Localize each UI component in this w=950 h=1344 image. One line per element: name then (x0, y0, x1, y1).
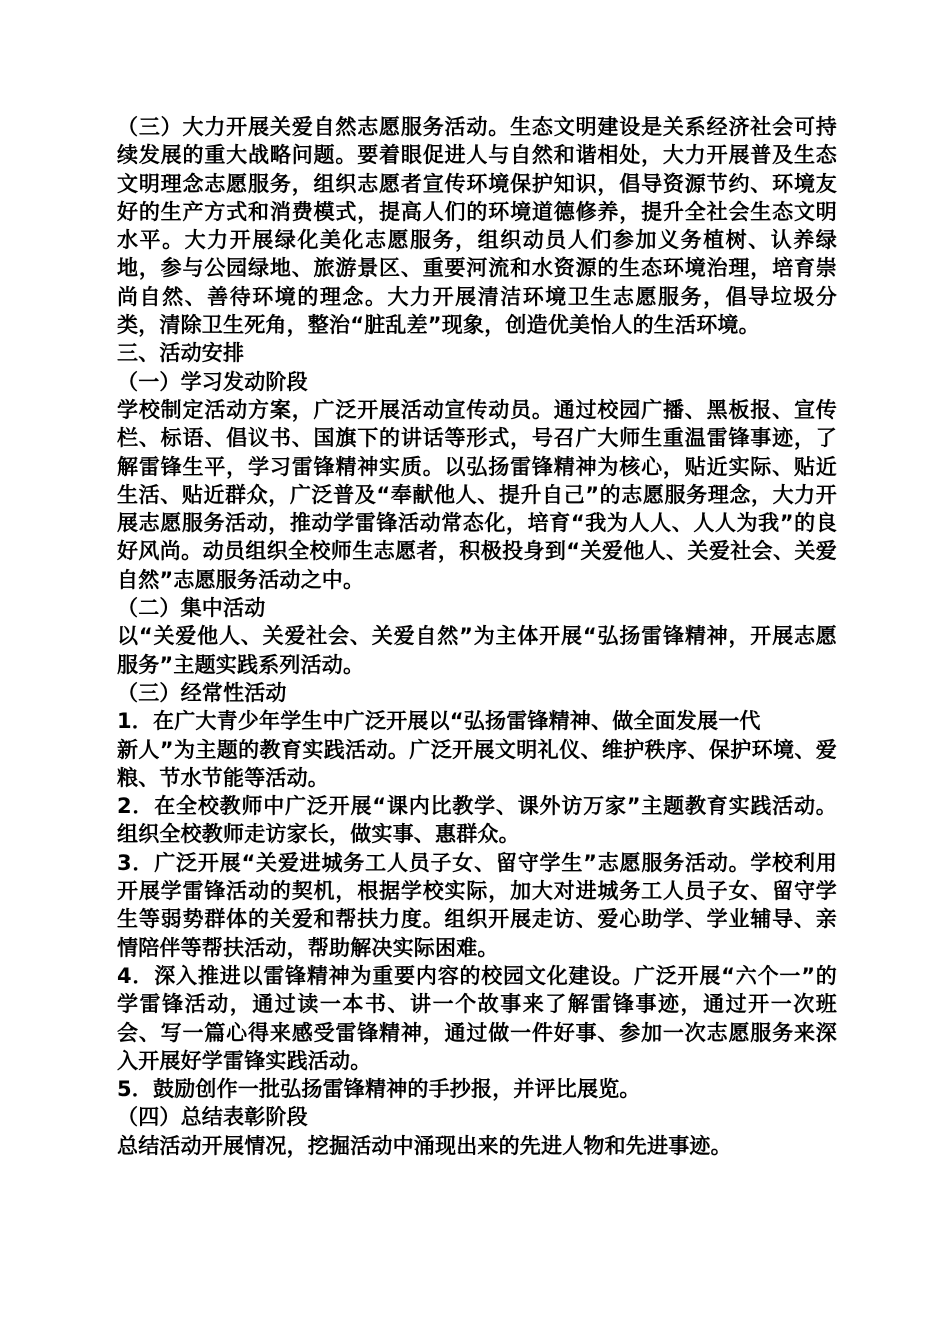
list-item-4: 4．深入推进以雷锋精神为重要内容的校园文化建设。广泛开展“六个一”的学雷锋活动，通过读一本书、讲一个故事来了解雷锋事迹，通过开一次班会、写一篇心得来感受雷锋精神，通过做一件好事、参加一次志愿服务来深入开展好学雷锋实践活动。 (117, 963, 837, 1073)
heading-activity-arrangement: 三、活动安排 (117, 341, 245, 366)
paragraph-focused-activities: 以“关爱他人、关爱社会、关爱自然”为主体开展“弘扬雷锋精神，开展志愿服务”主题实践系列活动。 (117, 624, 837, 677)
document-body (117, 113, 837, 1160)
list-item-1-part2: 新人”为主题的教育实践活动。广泛开展文明礼仪、维护秩序、保护环境、爱粮、节水节能等活动。 (117, 737, 837, 790)
heading-regular-activities: （三）经常性活动 (117, 680, 287, 705)
list-item-1-part1: 1．在广大青少年学生中广泛开展以“弘扬雷锋精神、做全面发展一代 (117, 709, 761, 734)
heading-study-mobilization: （一）学习发动阶段 (117, 369, 308, 394)
list-item-5: 5．鼓励创作一批弘扬雷锋精神的手抄报，并评比展览。 (117, 1077, 641, 1102)
paragraph-study-mobilization: 学校制定活动方案，广泛开展活动宣传动员。通过校园广播、黑板报、宣传栏、标语、倡议书、国旗下的讲话等形式，号召广大师生重温雷锋事迹，了解雷锋生平，学习雷锋精神实质。以弘扬雷锋精神为核心，贴近实际、贴近生活、贴近群众，广泛普及“奉献他人、提升自己”的志愿服务理念，大力开展志愿服务活动，推动学雷锋活动常态化，培育“我为人人、人人为我”的良好风尚。动员组织全校师生志愿者，积极投身到“关爱他人、关爱社会、关爱自然”志愿服务活动之中。 (117, 397, 837, 592)
paragraph-nature-volunteer: （三）大力开展关爱自然志愿服务活动。生态文明建设是关系经济社会可持续发展的重大战略问题。要着眼促进人与自然和谐相处，大力开展普及生态文明理念志愿服务，组织志愿者宣传环境保护知识，倡导资源节约、环境友好的生产方式和消费模式，提高人们的环境道德修养，提升全社会生态文明水平。大力开展绿化美化志愿服务，组织动员人们参加义务植树、认养绿地，参与公园绿地、旅游景区、重要河流和水资源的生态环境治理，培育崇尚自然、善待环境的理念。大力开展清洁环境卫生志愿服务，倡导垃圾分类，清除卫生死角，整治“脏乱差”现象，创造优美怡人的生活环境。 (117, 115, 837, 338)
list-item-3: 3．广泛开展“关爱进城务工人员子女、留守学生”志愿服务活动。学校利用开展学雷锋活动的契机，根据学校实际，加大对进城务工人员子女、留守学生等弱势群体的关爱和帮扶力度。组织开展走访、爱心助学、学业辅导、亲情陪伴等帮扶活动，帮助解决实际困难。 (117, 850, 837, 960)
paragraph-summary-commendation: 总结活动开展情况，挖掘活动中涌现出来的先进人物和先进事迹。 (117, 1133, 732, 1158)
heading-summary-commendation: （四）总结表彰阶段 (117, 1105, 308, 1130)
list-item-2: 2．在全校教师中广泛开展“课内比教学、课外访万家”主题教育实践活动。组织全校教师走访家长，做实事、惠群众。 (117, 794, 837, 847)
heading-focused-activities: （二）集中活动 (117, 596, 266, 621)
